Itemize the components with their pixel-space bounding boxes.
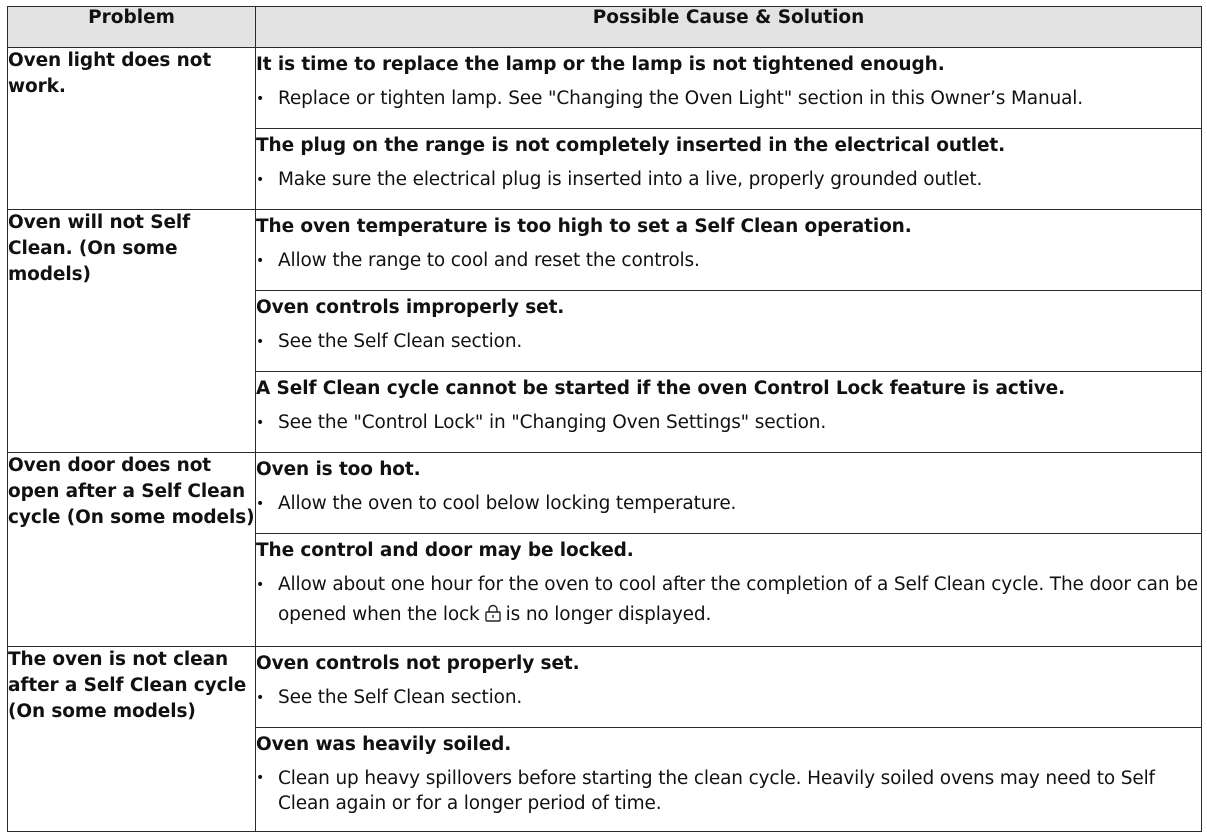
troubleshooting-table — [7, 6, 1202, 832]
solution-item — [256, 489, 1201, 519]
bullet-icon: • — [256, 577, 265, 593]
solution-text-after-icon: is no longer displayed. — [505, 604, 712, 625]
bullet-icon: • — [256, 496, 265, 512]
solution-item — [256, 327, 1201, 357]
solution-item — [256, 408, 1201, 438]
solution-text: See the Self Clean section. — [278, 331, 523, 352]
solution-text — [278, 570, 1201, 633]
lock-icon — [483, 603, 503, 633]
cause-cell — [256, 534, 1202, 647]
problem-cell: Oven will not Self Clean. (On some models) — [8, 210, 256, 453]
cause-cell — [256, 647, 1202, 728]
cause-text: Oven is too hot. — [256, 459, 421, 480]
problem-cell: The oven is not clean after a Self Clean cycle (On some models) — [8, 647, 256, 832]
solution-text: Replace or tighten lamp. See "Changing the Oven Light" section in this Owner’s Manual. — [278, 88, 1084, 109]
solution-item — [256, 246, 1201, 276]
bullet-icon: • — [256, 172, 265, 188]
solution-item — [256, 84, 1201, 114]
cause-cell — [256, 48, 1202, 129]
solution-text: See the "Control Lock" in "Changing Oven Settings" section. — [278, 412, 827, 433]
cause-cell — [256, 728, 1202, 832]
cause-text: The plug on the range is not completely inserted in the electrical outlet. — [256, 135, 1006, 156]
cause-cell — [256, 129, 1202, 210]
cause-text: The oven temperature is too high to set a Self Clean operation. — [256, 216, 912, 237]
cause-cell — [256, 453, 1202, 534]
bullet-icon: • — [256, 770, 265, 786]
solution-text: Clean up heavy spillovers before starting the clean cycle. Heavily soiled ovens may need to Self Clean again or for a longer period of time. — [278, 768, 1155, 814]
solution-header: Possible Cause & Solution — [256, 7, 1202, 48]
solution-text: Make sure the electrical plug is inserted into a live, properly grounded outlet. — [278, 169, 983, 190]
cause-text: It is time to replace the lamp or the lamp is not tightened enough. — [256, 54, 945, 75]
bullet-icon: • — [256, 253, 265, 269]
solution-text-before-icon: Allow about one hour for the oven to cool after the completion of a Self Clean cycle. The door can be opened when the lock — [278, 574, 1198, 625]
table-row — [8, 647, 1202, 728]
cause-text: Oven controls not properly set. — [256, 653, 580, 674]
bullet-icon: • — [256, 690, 265, 706]
cause-text: A Self Clean cycle cannot be started if the oven Control Lock feature is active. — [256, 378, 1066, 399]
solution-text: See the Self Clean section. — [278, 687, 523, 708]
solution-item — [256, 165, 1201, 195]
problem-header: Problem — [8, 7, 256, 48]
table-row — [8, 210, 1202, 291]
problem-cell: Oven door does not open after a Self Clean cycle (On some models) — [8, 453, 256, 647]
cause-cell — [256, 291, 1202, 372]
table-row — [8, 453, 1202, 534]
solution-text: Allow the range to cool and reset the controls. — [278, 250, 700, 271]
solution-item — [256, 766, 1201, 816]
bullet-icon: • — [256, 91, 265, 107]
cause-text: Oven was heavily soiled. — [256, 734, 512, 755]
cause-text: The control and door may be locked. — [256, 540, 634, 561]
solution-item — [256, 570, 1201, 633]
solution-item — [256, 683, 1201, 713]
table-row — [8, 48, 1202, 129]
cause-text: Oven controls improperly set. — [256, 297, 565, 318]
problem-cell: Oven light does not work. — [8, 48, 256, 210]
solution-text: Allow the oven to cool below locking temperature. — [278, 493, 737, 514]
header-row — [8, 7, 1202, 48]
bullet-icon: • — [256, 415, 265, 431]
cause-cell — [256, 210, 1202, 291]
bullet-icon: • — [256, 334, 265, 350]
cause-cell — [256, 372, 1202, 453]
